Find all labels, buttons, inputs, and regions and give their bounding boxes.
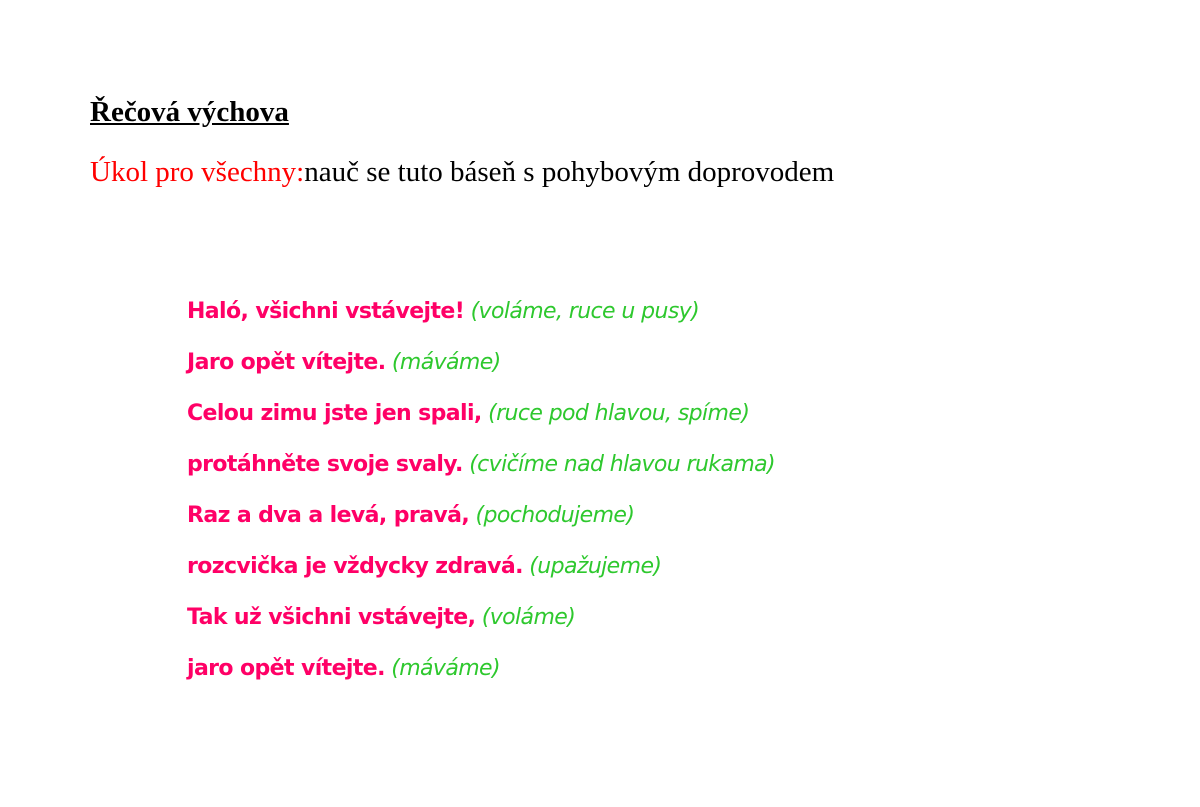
task-label: Úkol pro všechny: [90,156,305,188]
poem-line [187,296,775,347]
motion-note: (ruce pod hlavou, spíme) [488,401,750,426]
poem-line [187,653,775,704]
task-text: nauč se tuto báseň s pohybovým doprovodem [304,156,835,188]
verse-text: jaro opět vítejte. [187,656,385,681]
verse-text: Tak už všichni vstávejte, [187,605,476,630]
motion-note: (cvičíme nad hlavou rukama) [469,452,776,477]
poem-line [187,602,775,653]
verse-text: protáhněte svoje svaly. [187,452,463,477]
verse-text: Raz a dva a levá, pravá, [187,503,470,528]
poem-line [187,347,775,398]
motion-note: (pochodujeme) [475,503,635,528]
motion-note: (máváme) [391,350,501,375]
verse-text: Haló, všichni vstávejte! [187,299,465,324]
motion-note: (voláme) [481,605,576,630]
verse-text: Celou zimu jste jen spali, [187,401,482,426]
poem [187,296,775,704]
poem-line [187,449,775,500]
page-heading: Řečová výchova [90,96,289,128]
poem-line [187,398,775,449]
motion-note: (upažujeme) [529,554,662,579]
verse-text: Jaro opět vítejte. [187,350,386,375]
poem-line [187,500,775,551]
motion-note: (máváme) [391,656,500,681]
motion-note: (voláme, ruce u pusy) [470,299,700,324]
poem-line [187,551,775,602]
task-instruction [90,156,834,189]
verse-text: rozcvička je vždycky zdravá. [187,554,523,579]
